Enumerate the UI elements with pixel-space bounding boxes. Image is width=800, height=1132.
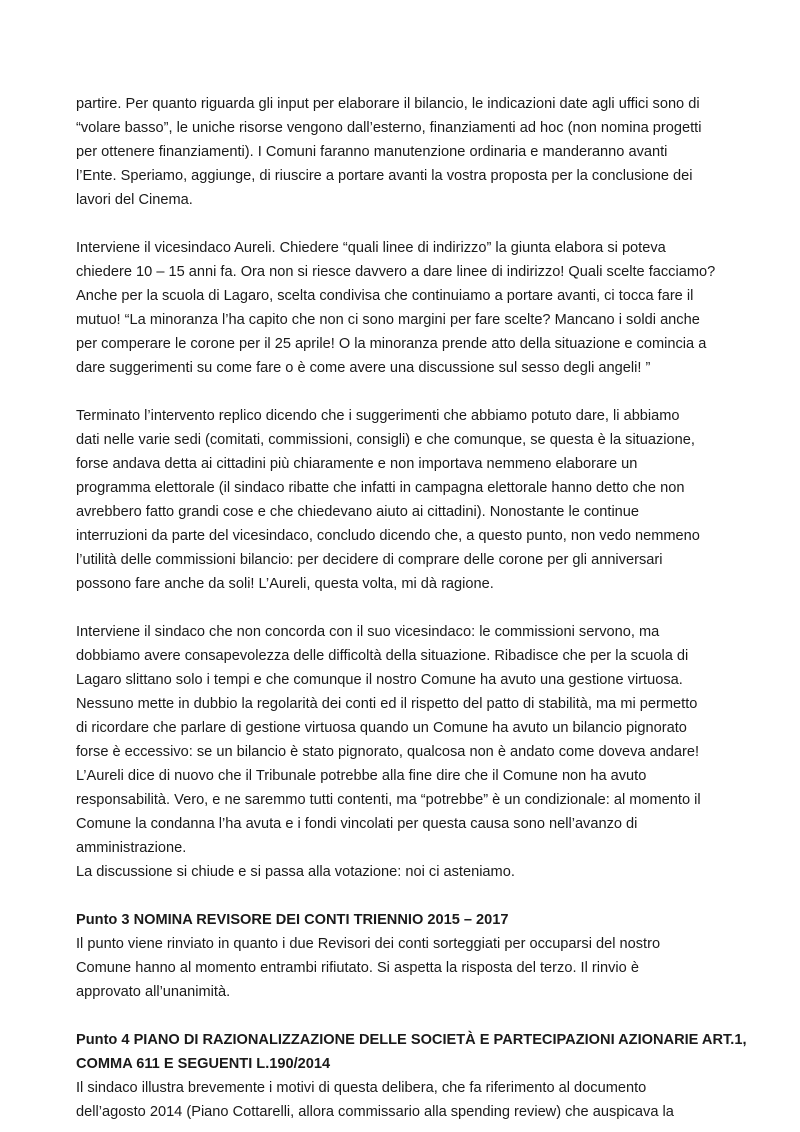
text-line: per ottenere finanziamenti). I Comuni faranno manutenzione ordinaria e manderanno avanti bbox=[76, 144, 668, 160]
text-line: Interviene il vicesindaco Aureli. Chiedere “quali linee di indirizzo” la giunta elabora si poteva bbox=[76, 240, 666, 256]
heading-line: Punto 4 PIANO DI RAZIONALIZZAZIONE DELLE SOCIETÀ E PARTECIPAZIONI AZIONARIE ART.1, bbox=[76, 1032, 747, 1048]
text-line: “volare basso”, le uniche risorse vengono dall’esterno, finanziamenti ad hoc (non nomina progetti bbox=[76, 120, 702, 136]
text-line: L’Aureli dice di nuovo che il Tribunale potrebbe alla fine dire che il Comune non ha avuto bbox=[76, 768, 647, 784]
paragraph-punto-3 bbox=[76, 932, 736, 1004]
text-line: responsabilità. Vero, e ne saremmo tutti contenti, ma “potrebbe” è un condizionale: al momento il bbox=[76, 792, 701, 808]
document-body bbox=[76, 92, 747, 1124]
text-line: mutuo! “La minoranza l’ha capito che non ci sono margini per fare scelte? Mancano i soldi anche bbox=[76, 312, 700, 328]
text-line: chiedere 10 – 15 anni fa. Ora non si riesce davvero a dare linee di indirizzo! Quali scelte facciamo? bbox=[76, 264, 716, 280]
text-line: forse andava detta ai cittadini più chiaramente e non importava nemmeno elaborare un bbox=[76, 456, 638, 472]
text-line: approvato all’unanimità. bbox=[76, 984, 231, 1000]
text-line: Il sindaco illustra brevemente i motivi di questa delibera, che fa riferimento al documento bbox=[76, 1080, 647, 1096]
text-line: dell’agosto 2014 (Piano Cottarelli, allora commissario alla spending review) che auspicava la bbox=[76, 1104, 674, 1120]
text-line: avrebbero fatto grandi cose e che chiedevano aiuto ai cittadini). Nonostante le continue bbox=[76, 504, 640, 520]
text-line: possono fare anche da soli! L’Aureli, questa volta, mi dà ragione. bbox=[76, 576, 494, 592]
text-line: dobbiamo avere consapevolezza delle difficoltà della situazione. Ribadisce che per la scuola di bbox=[76, 648, 689, 664]
text-line: partire. Per quanto riguarda gli input per elaborare il bilancio, le indicazioni date agli uffici sono di bbox=[76, 96, 700, 112]
text-line: Comune hanno al momento entrambi rifiutato. Si aspetta la risposta del terzo. Il rinvio è bbox=[76, 960, 639, 976]
text-line: Lagaro slittano solo i tempi e che comunque il nostro Comune ha avuto una gestione virtuosa. bbox=[76, 672, 683, 688]
paragraph-punto-4 bbox=[76, 1076, 736, 1124]
text-line: programma elettorale (il sindaco ribatte che infatti in campagna elettorale hanno detto che non bbox=[76, 480, 685, 496]
text-line: dati nelle varie sedi (comitati, commissioni, consigli) e che comunque, se questa è la situazione, bbox=[76, 432, 695, 448]
text-line: La discussione si chiude e si passa alla votazione: noi ci asteniamo. bbox=[76, 864, 515, 880]
text-line: Nessuno mette in dubbio la regolarità dei conti ed il rispetto del patto di stabilità, ma mi permetto bbox=[76, 696, 698, 712]
text-line: dare suggerimenti su come fare o è come avere una discussione sul sesso degli angeli! ” bbox=[76, 360, 651, 376]
text-line: Anche per la scuola di Lagaro, scelta condivisa che continuiamo a portare avanti, ci tocca fare il bbox=[76, 288, 694, 304]
text-line: l’utilità delle commissioni bilancio: per decidere di comprare delle corone per gli anniversari bbox=[76, 552, 663, 568]
section-heading-punto-3: Punto 3 NOMINA REVISORE DEI CONTI TRIENNIO 2015 – 2017 bbox=[76, 912, 509, 928]
text-line: di ricordare che parlare di gestione virtuosa quando un Comune ha avuto un bilancio pignorato bbox=[76, 720, 687, 736]
text-line: forse è eccessivo: se un bilancio è stato pignorato, qualcosa non è andato come doveva andare! bbox=[76, 744, 700, 760]
text-line: l’Ente. Speriamo, aggiunge, di riuscire a portare avanti la vostra proposta per la conclusione dei bbox=[76, 168, 693, 184]
text-line: Il punto viene rinviato in quanto i due Revisori dei conti sorteggiati per occuparsi del nostro bbox=[76, 936, 661, 952]
text-line: lavori del Cinema. bbox=[76, 192, 193, 208]
paragraph-vicesindaco bbox=[76, 236, 736, 380]
text-line: Comune la condanna l’ha avuta e i fondi vincolati per questa causa sono nell’avanzo di bbox=[76, 816, 638, 832]
paragraph-replica bbox=[76, 404, 736, 596]
text-line: amministrazione. bbox=[76, 840, 187, 856]
text-line: interruzioni da parte del vicesindaco, concludo dicendo che, a questo punto, non vedo nemmeno bbox=[76, 528, 700, 544]
section-heading-punto-4 bbox=[76, 1028, 747, 1076]
heading-line: COMMA 611 E SEGUENTI L.190/2014 bbox=[76, 1056, 331, 1072]
text-line: Terminato l’intervento replico dicendo che i suggerimenti che abbiamo potuto dare, li abbiamo bbox=[76, 408, 680, 424]
paragraph-sindaco bbox=[76, 620, 736, 884]
text-line: Interviene il sindaco che non concorda con il suo vicesindaco: le commissioni servono, ma bbox=[76, 624, 660, 640]
paragraph-budget-input bbox=[76, 92, 736, 212]
text-line: per comperare le corone per il 25 aprile! O la minoranza prende atto della situazione e comincia a bbox=[76, 336, 707, 352]
